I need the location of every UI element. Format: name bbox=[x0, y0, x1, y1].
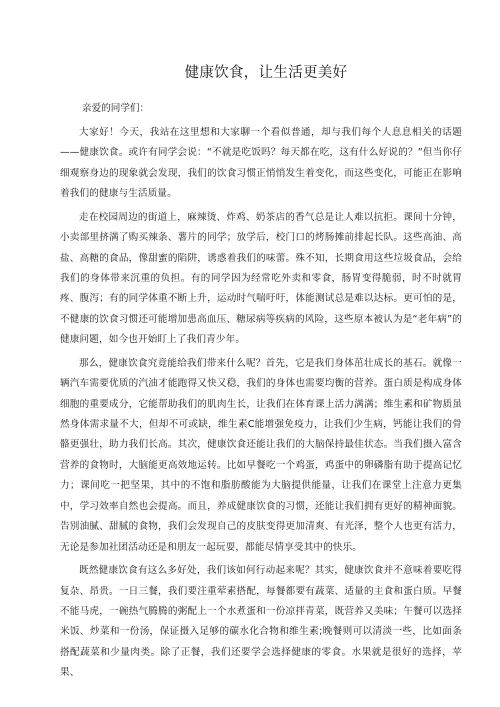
greeting-line: 亲爱的同学们： bbox=[82, 103, 150, 114]
document-title: 健康饮食，让生活更美好 bbox=[184, 65, 348, 81]
paragraph-4: 既然健康饮食有这么多好处，我们该如何行动起来呢？其实，健康饮食并不意味着要吃得复杂、昂贵。一日三餐，我们要注重荤素搭配，每餐都要有蔬菜、适量的主食和蛋白质。早餐不能马虎，一碗热气腾腾的粥配上一个水煮蛋和一份凉拌青菜，既营养又美味；午餐可以选择米饭、炒菜和一份汤，保证摄入足够的碳水化合物和维生素;晚餐则可以清淡一些，比如面条搭配蔬菜和少量肉类。除了正餐，我们还要学会选择健康的零食。水果就是很好的选择，苹果、 bbox=[60, 565, 462, 679]
paragraph-3: 那么，健康饮食究竟能给我们带来什么呢？首先，它是我们身体茁壮成长的基石。就像一辆汽车需要优质的汽油才能跑得又快又稳，我们的身体也需要均衡的营养。蛋白质是构成身体细胞的重要成分，它能帮助我们的肌肉生长，让我们在体育课上活力满满；维生素和矿物质虽然身体需求量不大，但却不可或缺，维生素C能增强免疫力，让我们少生病，钙能让我们的骨骼更强壮，助力我们长高。其次，健康饮食还能让我们的大脑保持最佳状态。当我们摄入富含营养的食物时，大脑能更高效地运转。比如早餐吃一个鸡蛋，鸡蛋中的卵磷脂有助于提高记忆力；课间吃一把坚果，其中的不饱和脂肪酸能为大脑提供能量，让我们在课堂上注意力更集中，学习效率自然也会提高。而且，养成健康饮食的习惯，还能让我们拥有更好的精神面貌。告别油腻、甜腻的食物，我们会发现自己的皮肤变得更加清爽、有光泽，整个人也更有活力，无论是参加社团活动还是和朋友一起玩耍，都能尽情享受其中的快乐。 bbox=[60, 357, 462, 553]
paragraph-1: 大家好！今天，我站在这里想和大家聊一个看似普通，却与我们每个人息息相关的话题——健康饮食。或许有同学会说：“不就是吃饭吗？每天都在吃，这有什么好说的？”但当你仔细观察身边的现象就会发现，我们的饮食习惯正悄悄发生着变化，而这些变化，可能正在影响着我们的健康与生活质量。 bbox=[60, 127, 462, 200]
paragraph-2: 走在校园周边的街道上，麻辣烫、炸鸡、奶茶店的香气总是让人难以抗拒。课间十分钟，小卖部里挤满了购买辣条、薯片的同学；放学后，校门口的烤肠摊前排起长队。这些高油、高盐、高糖的食品，像甜蜜的陷阱，诱惑着我们的味蕾。殊不知，长期食用这些垃圾食品，会给我们的身体带来沉重的负担。有的同学因为经常吃外卖和零食，肠胃变得脆弱，时不时就胃疼、腹泻；有的同学体重不断上升，运动时气喘吁吁，体能测试总是难以达标。更可怕的是，不健康的饮食习惯还可能增加患高血压、糖尿病等疾病的风险，这些原本被认为是“老年病”的健康问题，如今也开始盯上了我们青少年。 bbox=[60, 211, 462, 346]
